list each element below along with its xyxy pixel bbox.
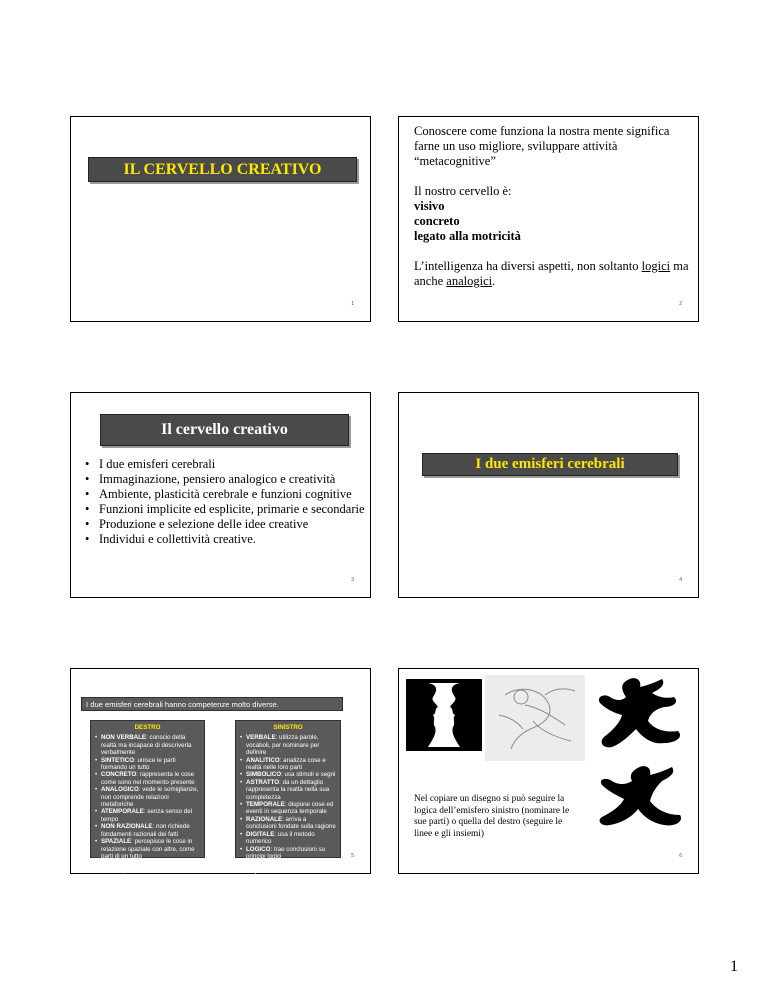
slide-1-title: IL CERVELLO CREATIVO — [88, 157, 357, 182]
slide-5 — [70, 668, 371, 883]
slide-3-title: Il cervello creativo — [100, 414, 349, 446]
bullet-item: • Individui e collettività creative. — [85, 532, 367, 547]
slide-3 — [70, 392, 371, 598]
list-item: • ASTRATTO: da un dettaglio rappresenta la realtà nella sua completezza — [240, 779, 336, 801]
right-hemisphere-title: DESTRO — [134, 724, 161, 731]
bullet-item: • Immaginazione, pensiero analogico e creatività — [85, 472, 367, 487]
left-hemisphere-list — [240, 734, 336, 875]
list-item: • VERBALE: utilizza parole, vocaboli, per nominare per definire — [240, 734, 336, 756]
left-hemisphere-title: SINISTRO — [273, 724, 303, 731]
list-item: • LOGICO: trae conclusioni su principi logici — [240, 846, 336, 861]
list-item: • SINTETICO: unisce le parti formando un tutto — [95, 757, 200, 772]
sketch-drawing-image — [485, 675, 585, 761]
slide-5-header: I due emisferi cerebrali hanno competenze molto diverse. — [81, 697, 343, 711]
slide-1 — [70, 116, 371, 322]
bullet-item: • Funzioni implicite ed esplicite, primarie e secondarie — [85, 502, 367, 517]
slide-2-body — [414, 124, 692, 289]
list-item: • OLISTICO: vede le cose nel loro insieme, talora in contrasto col sinistro — [95, 860, 200, 882]
right-hemisphere-column — [90, 720, 205, 883]
brain-trait-1: visivo — [414, 199, 445, 213]
slide-6 — [398, 668, 699, 874]
bullet-item: • I due emisferi cerebrali — [85, 457, 367, 472]
slide-2-brain-intro: Il nostro cervello è: — [414, 184, 512, 198]
slide-4-title: I due emisferi cerebrali — [422, 453, 678, 476]
list-item: • RAZIONALE: arriva a conclusioni fondate sulla ragione — [240, 816, 336, 831]
brain-trait-2: concreto — [414, 214, 460, 228]
left-hemisphere-column — [235, 720, 341, 875]
list-item: • NON RAZIONALE: non richiede fondamenti razionali dei fatti — [95, 823, 200, 838]
slide-3-page-number: 3 — [351, 577, 354, 583]
slide-3-bullet-list — [85, 457, 367, 547]
brain-trait-3: legato alla motricità — [414, 229, 521, 243]
slide-1-page-number: 1 — [351, 301, 354, 307]
vase-faces-illusion-image — [406, 679, 482, 751]
list-item: • LINEARE: pensa in termini sequenziali — [240, 860, 336, 875]
slide-5-page-number: 5 — [351, 853, 354, 859]
slide-2-intro: Conoscere come funziona la nostra mente significa farne un uso migliore, sviluppare attività “metacognitive” — [414, 124, 670, 168]
silhouette-image-1 — [592, 673, 688, 753]
right-hemisphere-list — [95, 734, 200, 882]
slide-4-page-number: 4 — [679, 577, 682, 583]
slide-2 — [398, 116, 699, 322]
list-item: • DIGITALE: usa il metodo numerico — [240, 831, 336, 846]
slide-2-intelligence: L’intelligenza ha diversi aspetti, non soltanto logici ma anche analogici. — [414, 259, 689, 288]
list-item: • CONCRETO: rappresenta le cose come sono nel momento presente — [95, 771, 200, 786]
list-item: • ANALITICO: analizza cose e realtà nelle loro parti — [240, 757, 336, 772]
slide-6-caption: Nel copiare un disegno si può seguire la logica dell’emisfero sinistro (nominare le sue parti) o quella del destro (seguire le linee e gli insiemi) — [414, 794, 570, 839]
list-item: • SIMBOLICO: usa stimoli e segni — [240, 771, 336, 778]
footer-page-number: 1 — [730, 958, 738, 975]
list-item: • ANALOGICO: vede le somiglianze, non comprende relazioni metaforiche — [95, 786, 200, 808]
slide-4 — [398, 392, 699, 598]
slide-6-page-number: 6 — [679, 853, 682, 859]
silhouette-image-2 — [592, 759, 688, 839]
bullet-item: • Ambiente, plasticità cerebrale e funzioni cognitive — [85, 487, 367, 502]
bullet-item: • Produzione e selezione delle idee creative — [85, 517, 367, 532]
slide-2-page-number: 2 — [679, 301, 682, 307]
list-item: • ATEMPORALE: senza senso del tempo — [95, 808, 200, 823]
list-item: • TEMPORALE: dispone cose ed eventi in sequenza temporale — [240, 801, 336, 816]
list-item: • NON VERBALE: conscio della realtà ma incapace di descriverla verbalmente — [95, 734, 200, 756]
list-item: • SPAZIALE: percepisce le cose in relazione spaziale con altre, come parti di un tutto — [95, 838, 200, 860]
